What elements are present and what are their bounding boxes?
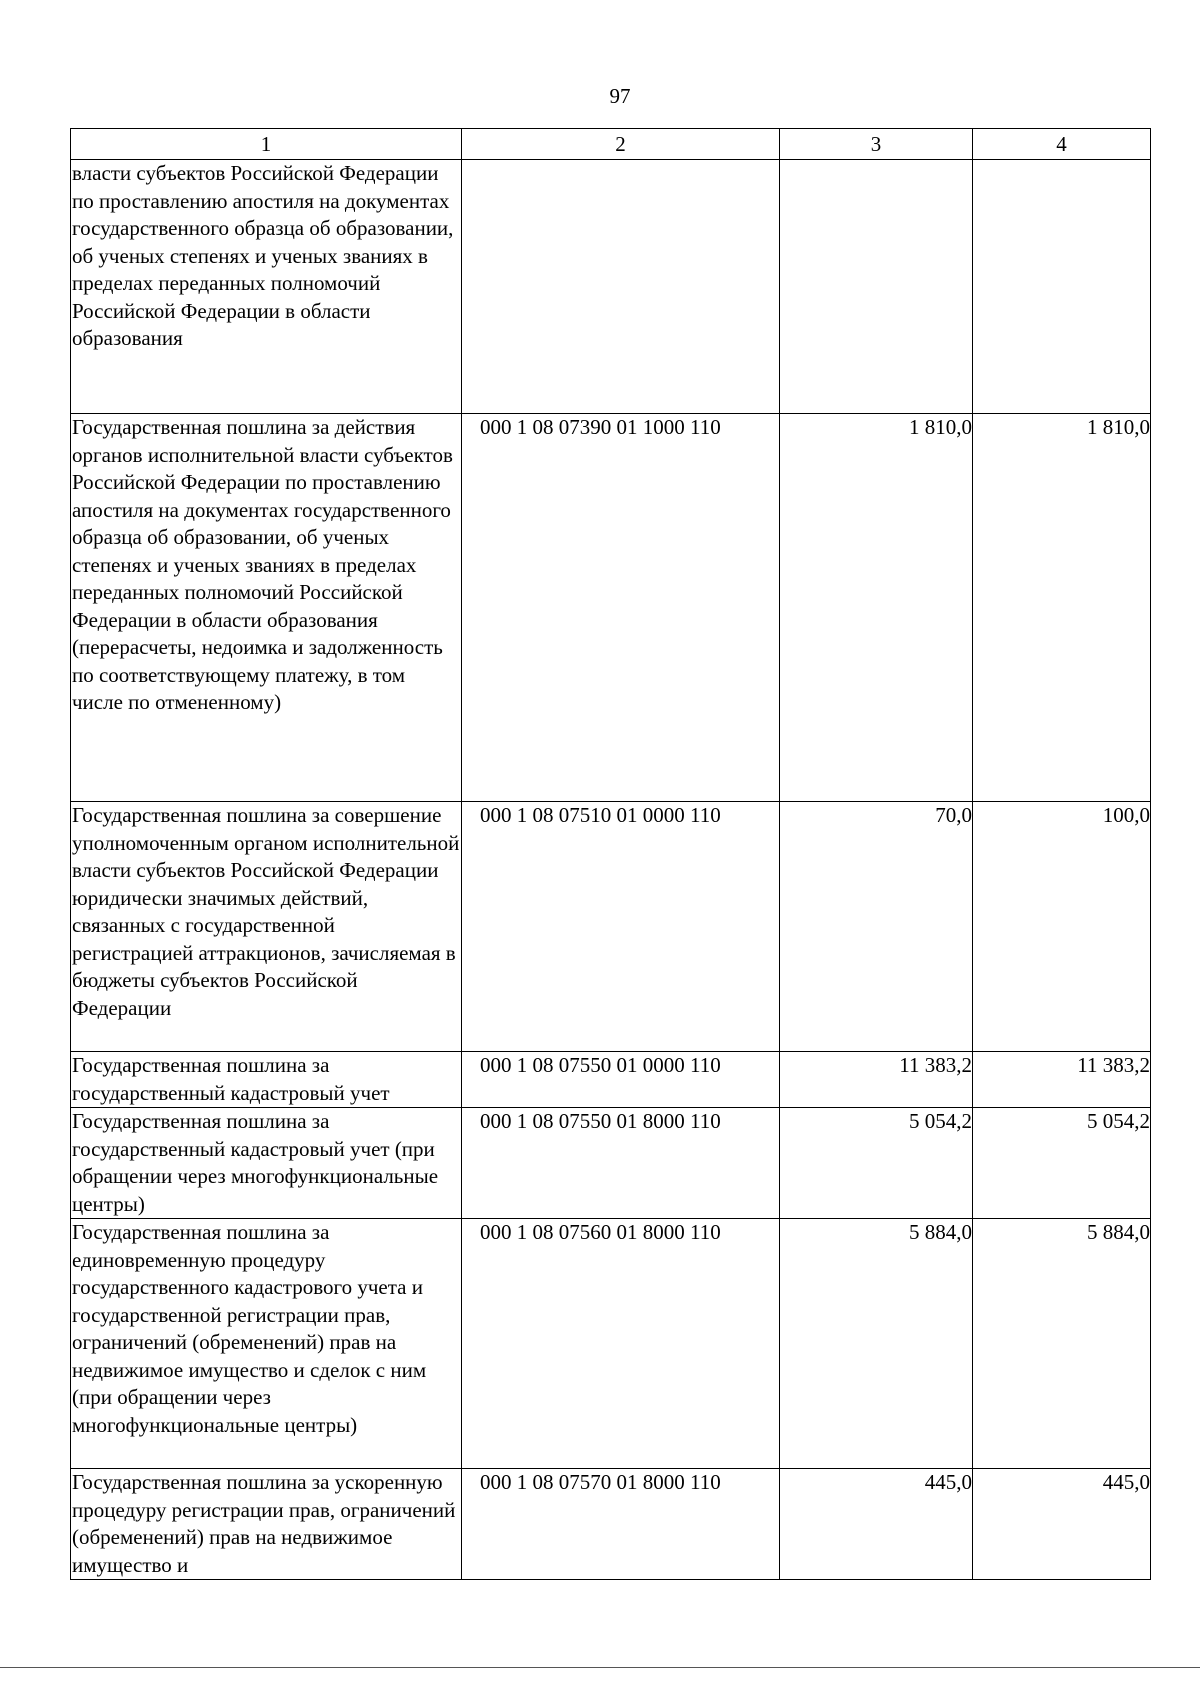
- revenue-name-cell: Государственная пошлина за государственный кадастровый учет: [71, 1052, 462, 1108]
- header-col-4: 4: [973, 129, 1151, 160]
- table-row: [71, 1108, 1151, 1219]
- value-col3-cell: 70,0: [780, 802, 973, 1052]
- budget-revenue-table: [70, 128, 1151, 1580]
- revenue-name-cell: власти субъектов Российской Федерации по проставлению апостиля на документах государственного образца об образовании, об ученых степенях и ученых званиях в пределах переданных полномочий Российской Федерации в области образования: [71, 160, 462, 414]
- header-col-3: 3: [780, 129, 973, 160]
- revenue-code-cell: 000 1 08 07570 01 8000 110: [462, 1469, 780, 1580]
- revenue-name-cell: Государственная пошлина за государственный кадастровый учет (при обращении через многофункциональные центры): [71, 1108, 462, 1219]
- table-row: [71, 802, 1151, 1052]
- value-col4-cell: 100,0: [973, 802, 1151, 1052]
- revenue-code-cell: 000 1 08 07560 01 8000 110: [462, 1219, 780, 1469]
- revenue-code-cell: 000 1 08 07550 01 8000 110: [462, 1108, 780, 1219]
- value-col3-cell: 5 884,0: [780, 1219, 973, 1469]
- revenue-name-cell: Государственная пошлина за совершение уполномоченным органом исполнительной власти субъектов Российской Федерации юридически значимых действий, связанных с государственной регистрацией аттракционов, зачисляемая в бюджеты субъектов Российской Федерации: [71, 802, 462, 1052]
- value-col3-cell: 5 054,2: [780, 1108, 973, 1219]
- value-col3-cell: [780, 160, 973, 414]
- value-col3-cell: 445,0: [780, 1469, 973, 1580]
- table-header-row: [71, 129, 1151, 160]
- page-bottom-rule: [0, 1667, 1200, 1668]
- value-col4-cell: 5 054,2: [973, 1108, 1151, 1219]
- header-col-2: 2: [462, 129, 780, 160]
- revenue-name-cell: Государственная пошлина за ускоренную процедуру регистрации прав, ограничений (обременений) прав на недвижимое имущество и: [71, 1469, 462, 1580]
- value-col4-cell: 5 884,0: [973, 1219, 1151, 1469]
- value-col3-cell: 11 383,2: [780, 1052, 973, 1108]
- page-number: 97: [609, 84, 631, 108]
- value-col3-cell: 1 810,0: [780, 414, 973, 802]
- table-row: [71, 1052, 1151, 1108]
- value-col4-cell: [973, 160, 1151, 414]
- revenue-code-cell: [462, 160, 780, 414]
- value-col4-cell: 11 383,2: [973, 1052, 1151, 1108]
- value-col4-cell: 1 810,0: [973, 414, 1151, 802]
- revenue-name-cell: Государственная пошлина за действия органов исполнительной власти субъектов Российской Федерации по проставлению апостиля на документах государственного образца об образовании, об ученых степенях и ученых званиях в пределах переданных полномочий Российской Федерации в области образования (перерасчеты, недоимка и задолженность по соответствующему платежу, в том числе по отмененному): [71, 414, 462, 802]
- table-row: [71, 160, 1151, 414]
- table-row: [71, 414, 1151, 802]
- value-col4-cell: 445,0: [973, 1469, 1151, 1580]
- revenue-name-cell: Государственная пошлина за единовременную процедуру государственного кадастрового учета и государственной регистрации прав, ограничений (обременений) прав на недвижимое имущество и сделок с ним (при обращении через многофункциональные центры): [71, 1219, 462, 1469]
- header-col-1: 1: [71, 129, 462, 160]
- table-row: [71, 1219, 1151, 1469]
- revenue-code-cell: 000 1 08 07550 01 0000 110: [462, 1052, 780, 1108]
- revenue-code-cell: 000 1 08 07510 01 0000 110: [462, 802, 780, 1052]
- revenue-code-cell: 000 1 08 07390 01 1000 110: [462, 414, 780, 802]
- table-row: [71, 1469, 1151, 1580]
